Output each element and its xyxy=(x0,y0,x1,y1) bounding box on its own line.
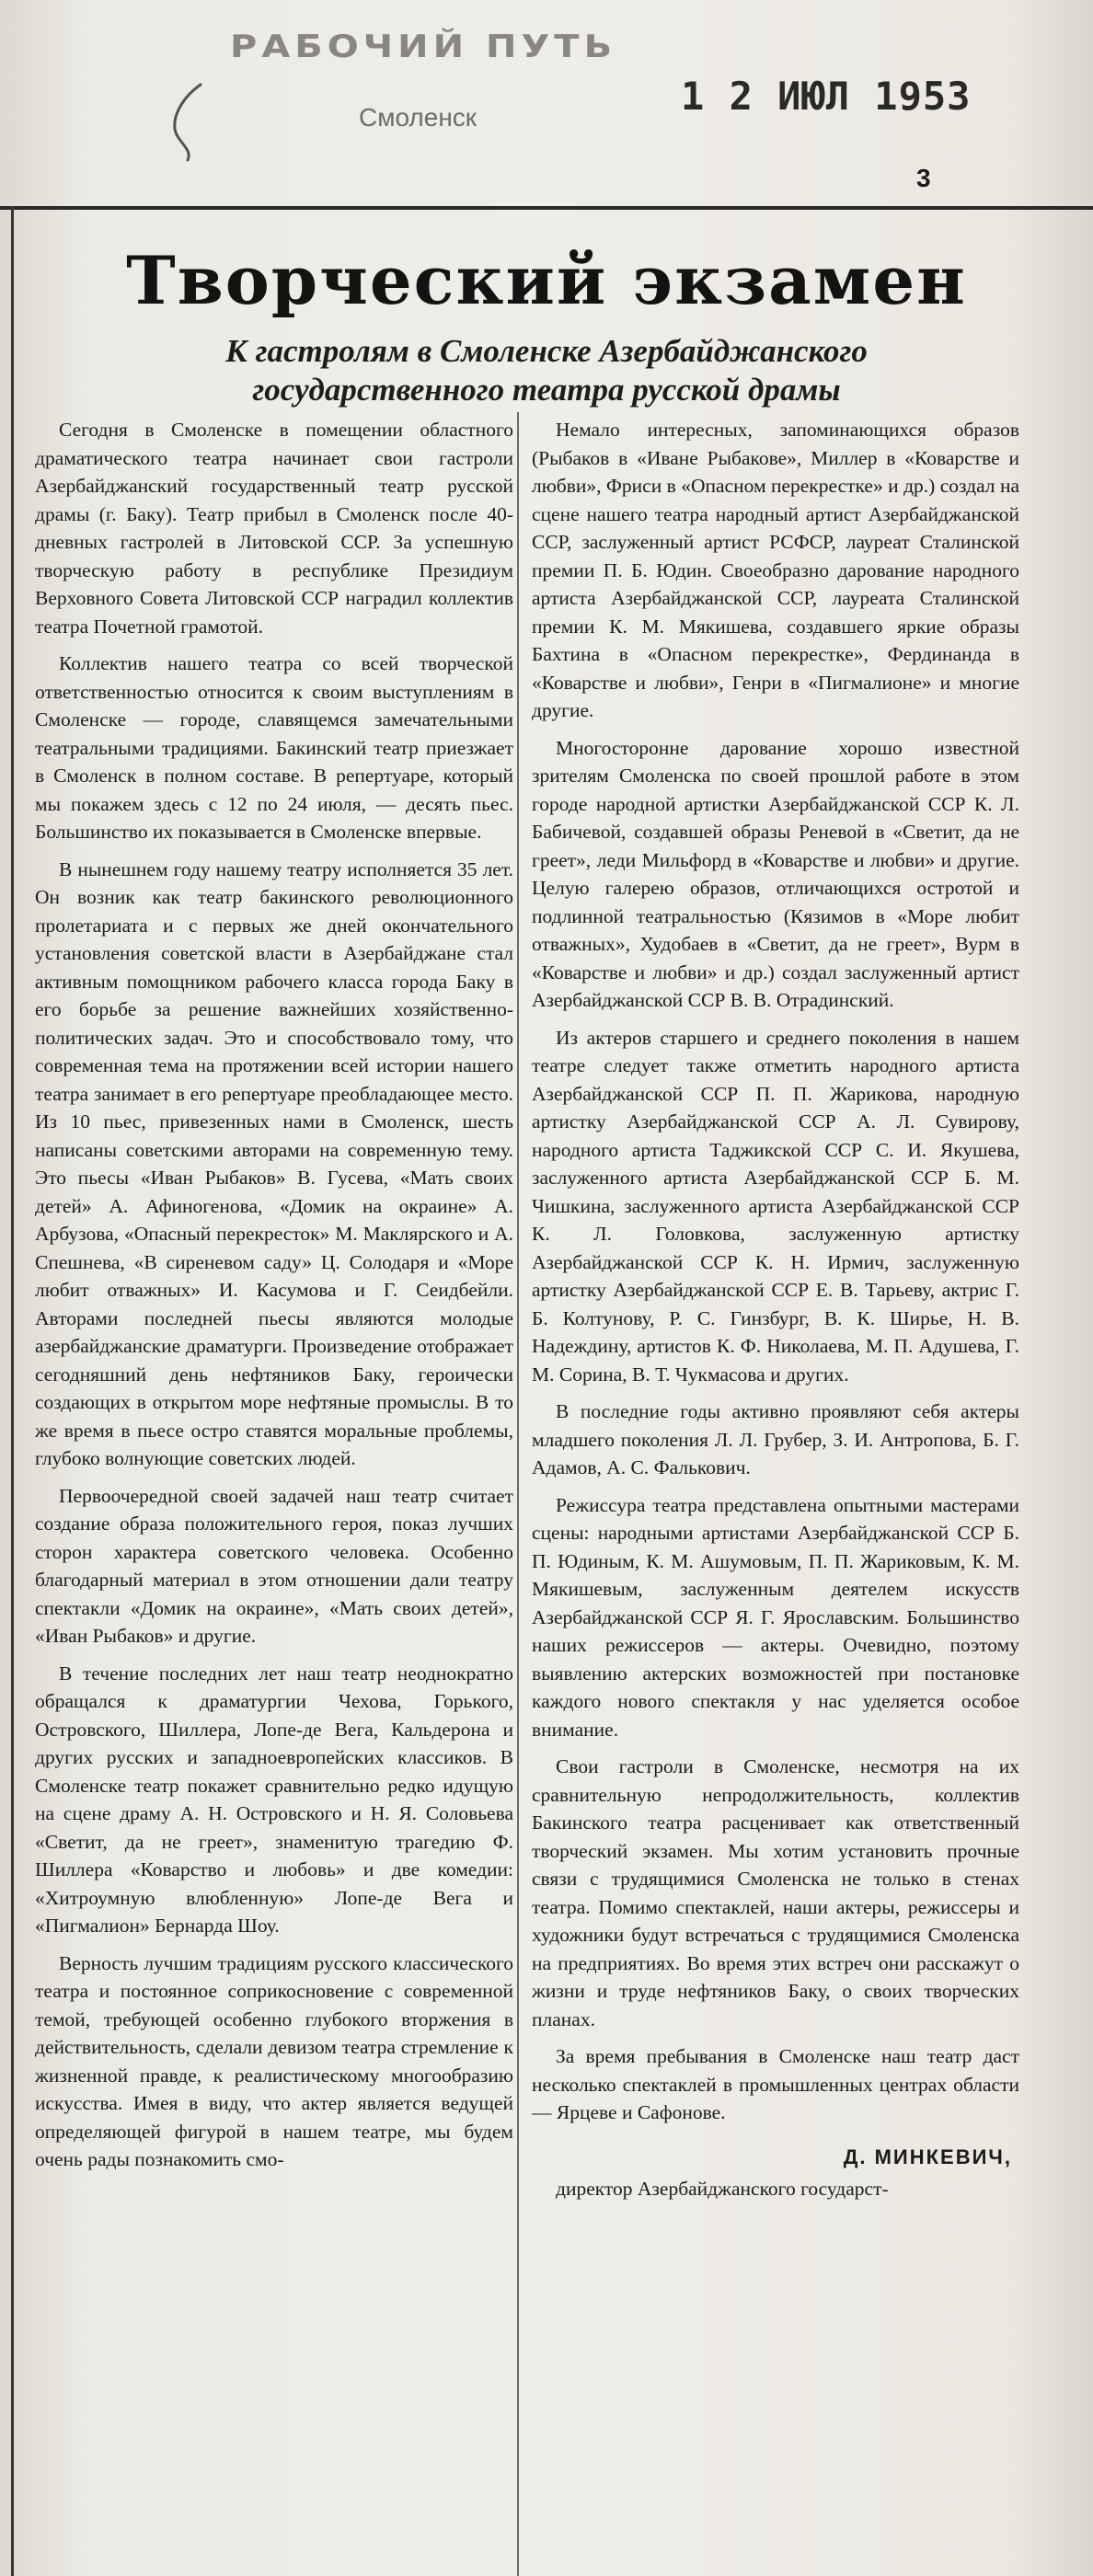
newspaper-city: Смоленск xyxy=(359,103,477,132)
paragraph: В течение последних лет наш театр неоднократно обращался к драматургии Чехова, Горького, Островского, Шиллера, Лопе-де Вега, Кальдерона и других русских и западноевропейских классиков. В Смоленске театр покажет сравнительно редко идущую на сцене драму А. Н. Островского и Н. Я. Соловьева «Светит, да не греет», знаменитую трагедию Ф. Шиллера «Коварство и любовь» и две комедии: «Хитроумную влюбленную» Лопе-де Вега и «Пигмалион» Бернарда Шоу. xyxy=(35,1662,513,1937)
paragraph: Многосторонне дарование хорошо известной зрителям Смоленска по своей прошлой работе в этом городе народной артистки Азербайджанской ССР К. Л. Бабичевой, создавшей образы Реневой в «Светит, да не греет», леди Мильфорд в «Коварстве и любви» и другие. Целую галерею образов, отличающихся остротой и подлинной театральностью (Кязимов в «Море любит отважных», Худобаев в «Светит, да не греет», Вурм в «Коварстве и любви» и др.) создал заслуженный артист Азербайджанской ССР В. В. Отрадинский. xyxy=(532,736,1019,1011)
paragraph: Немало интересных, запоминающихся образов (Рыбаков в «Иване Рыбакове», Миллер в «Коварстве и любви», Фриси в «Опасном перекрестке» и др.) создал на сцене нашего театра народный артист Азербайджанской ССР, заслуженный артист РСФСР, лауреат Сталинской премии П. Б. Юдин. Своеобразно дарование народного артиста Азербайджанской ССР, лауреата Сталинской премии К. М. Мякишева, создавшего яркие образы Бахтина в «Опасном перекрестке», Фердинанда в «Коварстве и любви», Генри в «Пигмалионе» и многие другие. xyxy=(532,419,1019,721)
left-rule xyxy=(11,206,14,2576)
paragraph: Свои гастроли в Смоленске, несмотря на их сравнительную непродолжительность, коллектив Бакинского театра расценивает как ответственный творческий экзамен. Мы хотим установить прочные связи с трудящимися Смоленска не только в стенах театра. Помимо спектаклей, наши актеры, режиссеры и художники будут встречаться с трудящимися Смоленска на предприятиях. Во время этих встреч они расскажут о жизни и труде нефтяников Баку, о своих творческих планах. xyxy=(532,1755,1019,2030)
article-title: Творческий экзамен xyxy=(126,241,967,319)
article-subtitle-line2: государственного театра русской драмы xyxy=(252,372,841,408)
paragraph: Режиссура театра представлена опытными мастерами сцены: народными артистами Азербайджанской ССР Б. П. Юдиным, К. М. Ашумовым, П. П. Жариковым, К. М. Мякишевым, заслуженным деятелем искусств Азербайджанской ССР Я. Г. Ярославским. Большинство наших режиссеров — актеры. Очевидно, поэтому выявлению актерских возможностей при постановке каждого нового спектакля у нас уделяется особое внимание. xyxy=(532,1493,1019,1741)
paragraph: Верность лучшим традициям русского классического театра и постоянное соприкосновение с современной темой, требующей особенно глубокого вторжения в действительность, сделали девизом театра стремление к жизненной правде, к реалистическому многообразию искусства. Имея в виду, что актер является ведущей определяющей фигурой в нашем театре, мы будем очень рады познакомить смо- xyxy=(35,1951,513,2170)
author-title: директор Азербайджанского государст- xyxy=(556,2178,889,2200)
paragraph: Сегодня в Смоленске в помещении областного драматического театра начинает свои гастроли Азербайджанский государственный театр русской драмы (г. Баку). Театр прибыл в Смоленск после 40-дневных гастролей в Литовской ССР. За успешную творческую работу в республике Президиум Верховного Совета Литовской ССР наградил коллектив театра Почетной грамотой. xyxy=(35,419,513,638)
article-column-right xyxy=(532,412,1019,2576)
paragraph: Первоочередной своей задачей наш театр считает создание образа положительного героя, показ лучших сторон характера советского человека. Особенно благодарный материал в этом отношении дали театру спектакли «Домик на окраине», «Мать своих детей», «Иван Рыбаков» и другие. xyxy=(35,1484,513,1647)
date-stamp: 1 2 ИЮЛ 1953 xyxy=(681,74,972,119)
paragraph: В нынешнем году нашему театру исполняется 35 лет. Он возник как театр бакинского революционного пролетариата и с первых же дней окончательного установления советской власти в Азербайджане стал активным помощником рабочего класса города Баку в его борьбе за решение важнейших хозяйственно-политических задач. Это и способствовало тому, что современная тема на протяжении всей истории нашего театра занимает в его репертуаре преобладающее место. Из 10 пьес, привезенных нами в Смоленск, шесть написаны советскими авторами на современную тему. Это пьесы «Иван Рыбаков» В. Гусева, «Мать своих детей» А. Афиногенова, «Домик на окраине» А. Арбузова, «Опасный перекресток» М. Маклярского и А. Спешнева, «В сиреневом саду» Ц. Солодаря и «Море любит отважных» И. Касумова и Г. Сеидбейли. Авторами последней пьесы являются молодые азербайджанские драматурги. Произведение отображает сегодняшний день нефтяников Баку, героически создающих в открытом море нефтяные промыслы. В то же время в пьесе остро ставятся моральные проблемы, глубоко волнующие советских людей. xyxy=(35,857,513,1469)
article-column-left xyxy=(35,412,513,2576)
pencil-mark-icon xyxy=(162,81,217,164)
masthead xyxy=(0,0,1093,212)
paragraph: Из актеров старшего и среднего поколения в нашем театре следует также отметить народного артиста Азербайджанской ССР П. П. Жарикова, народную артистку Азербайджанской ССР А. Л. Сувирову, народного артиста Таджикской ССР С. И. Якушева, заслуженного артиста Азербайджанской ССР Б. М. Чишкина, заслуженного артиста Азербайджанской ССР К. Л. Головкова, заслуженную артистку Азербайджанской ССР К. Н. Ирмич, заслуженную артистку Азербайджанской ССР Е. В. Тарьеву, актрис Г. Б. Колтунову, Р. С. Гинзбург, В. К. Ширье, Н. В. Надеждину, артистов К. Ф. Николаева, М. П. Адушева, Г. М. Сорина, В. Т. Чукмасова и других. xyxy=(532,1026,1019,1386)
paragraph: Коллектив нашего театра со всей творческой ответственностью относится к своим выступлениям в Смоленске — городе, славящемся замечательными театральными традициями. Бакинский театр приезжает в Смоленск в полном составе. В репертуаре, который мы покажем здесь с 12 по 24 июля, — десять пьес. Большинство их показывается в Смоленске впервые. xyxy=(35,652,513,843)
article-subtitle-line1: К гастролям в Смоленске Азербайджанского xyxy=(225,333,868,369)
paragraph: За время пребывания в Смоленске наш театр даст несколько спектаклей в промышленных центрах области — Ярцеве и Сафонове. xyxy=(532,2045,1019,2123)
author-signature: Д. МИНКЕВИЧ, xyxy=(843,2145,1012,2168)
newspaper-name: РАБОЧИЙ ПУТЬ xyxy=(230,29,617,65)
top-rule xyxy=(0,206,1093,210)
page-number: 3 xyxy=(916,164,931,192)
paragraph: В последние годы активно проявляют себя актеры младшего поколения Л. Л. Грубер, З. И. Антропова, Б. Г. Адамов, А. С. Фалькович. xyxy=(532,1400,1019,1478)
column-divider xyxy=(517,412,519,2576)
